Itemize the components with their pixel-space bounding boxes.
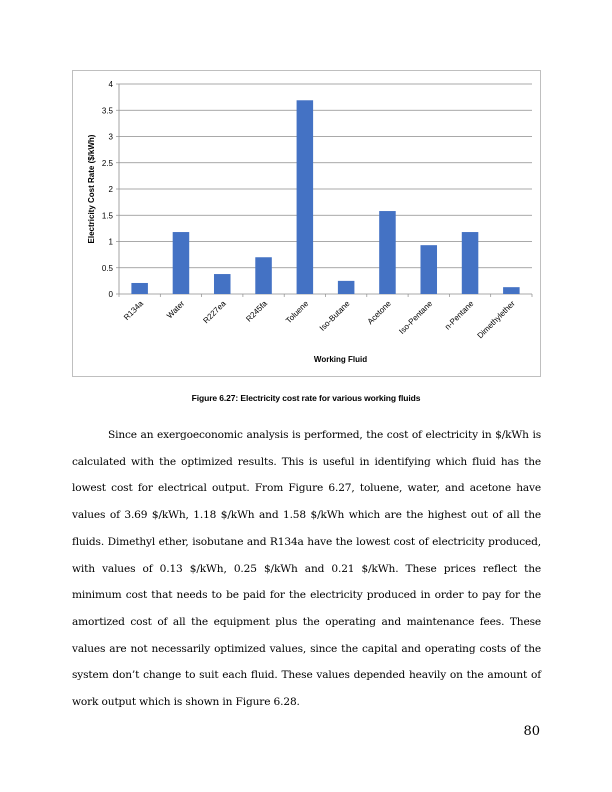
x-tick-label: Toluene bbox=[284, 299, 311, 326]
x-tick-label: R245fa bbox=[244, 299, 269, 324]
page-number: 80 bbox=[523, 724, 540, 739]
x-tick-label: Iso-Butane bbox=[317, 299, 352, 333]
chart-container bbox=[72, 70, 541, 377]
y-tick-label: 4 bbox=[108, 80, 113, 89]
y-tick-label: 3 bbox=[108, 132, 113, 142]
bar-chart bbox=[73, 71, 542, 378]
x-axis-title: Working Fluid bbox=[313, 355, 368, 364]
x-tick-label: n-Pentane bbox=[442, 299, 476, 332]
y-tick-label: 1.5 bbox=[101, 211, 113, 221]
body-paragraph bbox=[72, 422, 541, 716]
y-tick-label: 3.5 bbox=[101, 106, 113, 116]
y-tick-label: 1 bbox=[108, 237, 113, 247]
y-tick-label: 2 bbox=[108, 185, 113, 194]
x-tick-label: R134a bbox=[122, 299, 146, 323]
bar-r134a bbox=[131, 283, 148, 294]
bar-r227ea bbox=[214, 274, 231, 294]
bar-water bbox=[173, 232, 190, 294]
y-tick-label: 2.5 bbox=[101, 158, 113, 168]
bar-acetone bbox=[379, 211, 396, 294]
y-tick-label: 0.5 bbox=[101, 263, 113, 273]
x-tick-label: Iso-Pentane bbox=[397, 299, 435, 336]
y-tick-label: 0 bbox=[108, 290, 113, 299]
body-paragraph-text: Since an exergoeconomic analysis is performed, the cost of electricity in $/kWh is calculated with the optimized results. This is useful in identifying which fluid has the lowest cost for electrical output. From Figure 6.27, toluene, water, and acetone have values of 3.69 $/kWh, 1.18 $/kWh and 1.58 $/kWh which are the highest out of all the fluids. Dimethyl ether, isobutane and R134a have the lowest cost of electricity produced, with values of 0.13 $/kWh, 0.25 $/kWh and 0.21 $/kWh. These prices reflect the minimum cost that needs to be paid for the electricity produced in order to pay for the amortized cost of all the equipment plus the operating and maintenance fees. These values are not necessarily optimized values, since the capital and operating costs of the system don’t change to suit each fluid. These values depended heavily on the amount of work output which is shown in Figure 6.28. bbox=[72, 429, 541, 709]
bar-iso-pentane bbox=[420, 245, 437, 294]
bar-toluene bbox=[297, 100, 314, 294]
bar-iso-butane bbox=[338, 281, 355, 294]
figure-caption: Figure 6.27: Electricity cost rate for various working fluids bbox=[191, 393, 421, 403]
bar-dimethylether bbox=[503, 287, 520, 294]
x-tick-label: Water bbox=[165, 299, 187, 321]
bar-n-pentane bbox=[462, 232, 479, 294]
x-tick-label: Acetone bbox=[365, 299, 393, 327]
y-axis-title: Electricity Cost Rate ($/kWh) bbox=[87, 134, 96, 244]
x-tick-label: Dimethylether bbox=[475, 299, 517, 341]
x-tick-label: R227ea bbox=[201, 299, 228, 326]
bar-r245fa bbox=[255, 257, 272, 294]
